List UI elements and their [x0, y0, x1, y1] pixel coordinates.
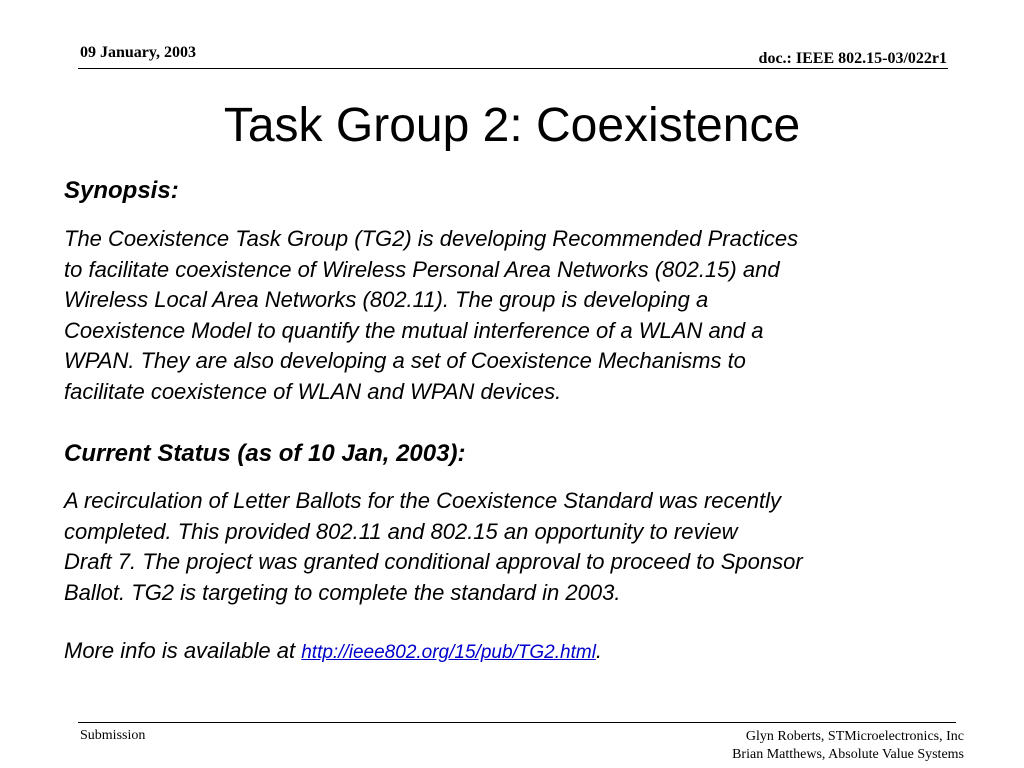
synopsis-heading: Synopsis: [64, 177, 179, 204]
status-paragraph [64, 486, 803, 608]
status-line: A recirculation of Letter Ballots for the Coexistence Standard was recently [64, 488, 781, 513]
footer-submission: Submission [80, 728, 146, 743]
more-info-prefix: More info is available at [64, 638, 302, 663]
status-line: Ballot. TG2 is targeting to complete the standard in 2003. [64, 579, 621, 605]
tg2-link[interactable]: http://ieee802.org/15/pub/TG2.html [301, 642, 596, 663]
slide-title: Task Group 2: Coexistence [223, 99, 801, 152]
synopsis-line: The Coexistence Task Group (TG2) is developing Recommended Practices [64, 226, 799, 251]
footer-author-1: Glyn Roberts, STMicroelectronics, Inc [745, 729, 964, 744]
footer-author-2: Brian Matthews, Absolute Value Systems [732, 747, 964, 762]
more-info-suffix: . [595, 638, 603, 663]
header-date: 09 January, 2003 [80, 44, 197, 61]
status-heading: Current Status (as of 10 Jan, 2003): [64, 440, 466, 467]
synopsis-line: facilitate coexistence of WLAN and WPAN devices. [64, 378, 562, 404]
more-info-text [64, 638, 602, 664]
header-doc-id: doc.: IEEE 802.15-03/022r1 [758, 50, 947, 67]
header-divider [78, 68, 948, 69]
status-line: Draft 7. The project was granted conditional approval to proceed to Sponsor [64, 549, 803, 575]
synopsis-line: Coexistence Model to quantify the mutual interference of a WLAN and a [64, 317, 764, 343]
synopsis-line: Wireless Local Area Networks (802.11). The group is developing a [64, 287, 709, 313]
status-line: completed. This provided 802.11 and 802.15 an opportunity to review [64, 518, 738, 544]
footer-divider [78, 722, 956, 723]
footer-authors [732, 728, 964, 764]
synopsis-line: WPAN. They are also developing a set of Coexistence Mechanisms to [64, 348, 746, 374]
synopsis-paragraph [64, 224, 798, 408]
synopsis-line: to facilitate coexistence of Wireless Personal Area Networks (802.15) and [64, 256, 780, 282]
